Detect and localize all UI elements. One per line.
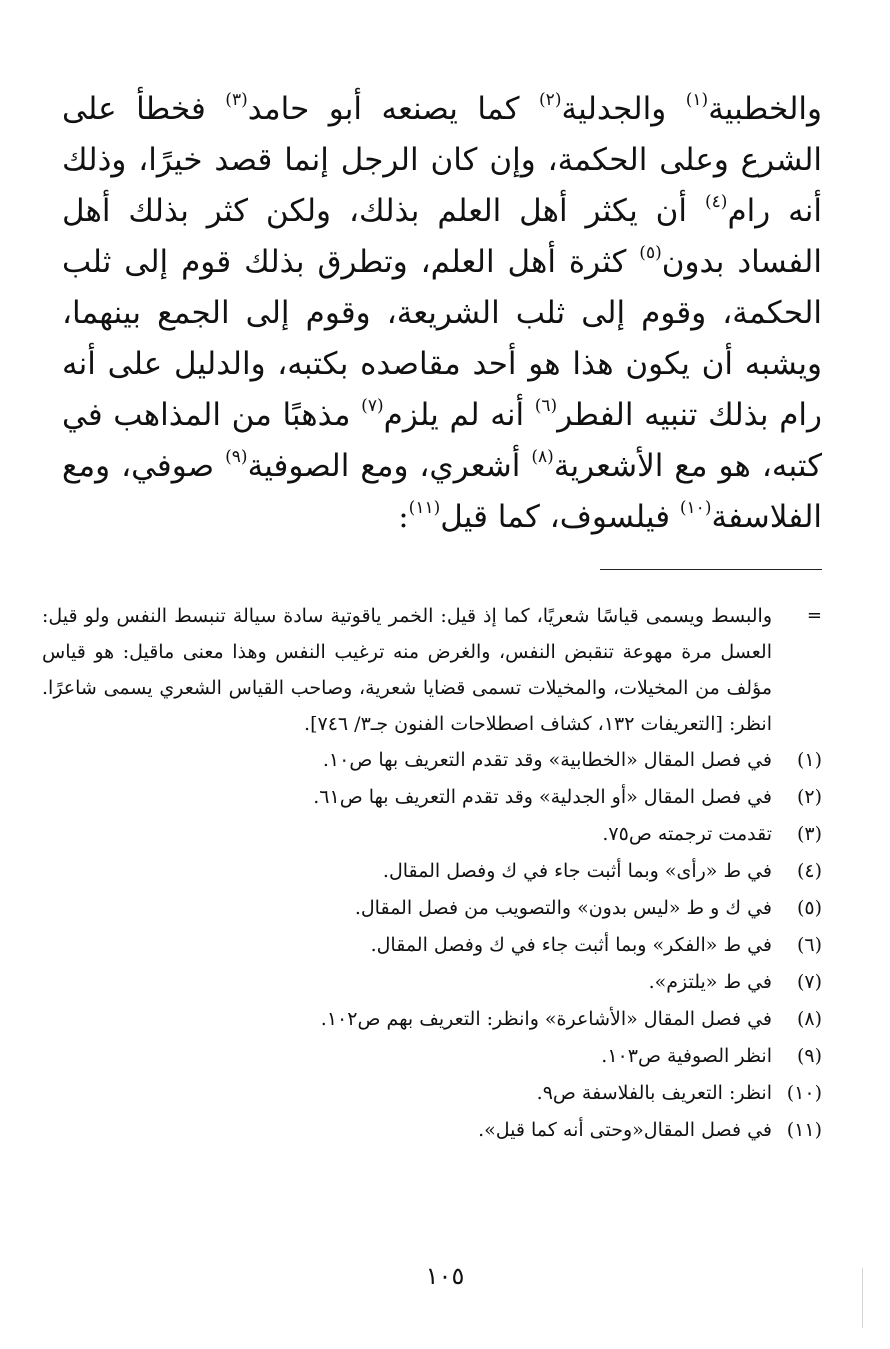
- footnote-number: (١): [796, 749, 822, 771]
- text-run: أن يكثر أهل العلم بذلك، ولكن كثر بذلك أهل الفساد بدون: [62, 193, 822, 280]
- footnote-number: (٣): [796, 823, 822, 845]
- footnote-text: في فصل المقال«وحتى أنه كما قيل».: [478, 1119, 772, 1141]
- footnote-number: (٩): [796, 1045, 822, 1067]
- text-run: صوفي، ومع الفلاسفة: [62, 448, 822, 535]
- footnote-text: انظر: التعريف بالفلاسفة ص٩.: [536, 1082, 772, 1104]
- footnote-item: [42, 890, 822, 927]
- footnote-item: [42, 1112, 822, 1149]
- footnote-text: في فصل المقال «أو الجدلية» وقد تقدم التعريف بها ص٦١.: [313, 786, 772, 808]
- text-run: أشعري، ومع الصوفية: [247, 448, 532, 484]
- footnote-item: [42, 816, 822, 853]
- text-run: :: [398, 499, 409, 535]
- text-run: فخطأ على الشرع وعلى الحكمة، وإن كان الرجل إنما قصد خيرًا، وذلك أنه رام: [62, 91, 822, 229]
- footnote-separator: [600, 569, 822, 570]
- scan-edge-line: [862, 1268, 863, 1328]
- continuation-marker: =: [806, 605, 822, 626]
- footnote-text: في ط «الفكر» وبما أثبت جاء في ك وفصل المقال.: [370, 934, 772, 956]
- text-run: مذهبًا من المذاهب في كتبه، هو مع الأشعرية: [62, 397, 822, 484]
- text-run: والخطبية: [708, 91, 822, 127]
- footnote-item: [42, 779, 822, 816]
- footnote-reference: (٢): [539, 90, 562, 111]
- footnote-reference: (٧): [361, 396, 384, 417]
- text-run: فيلسوف، كما قيل: [440, 499, 680, 535]
- footnote-number: (١١): [786, 1119, 822, 1141]
- footnote-text: في فصل المقال «الأشاعرة» وانظر: التعريف بهم ص١٠٢.: [320, 1008, 772, 1030]
- footnote-item: [42, 927, 822, 964]
- footnote-reference: (٩): [225, 447, 248, 468]
- footnote-text: في ط «يلتزم».: [648, 971, 772, 993]
- footnote-text: في فصل المقال «الخطابية» وقد تقدم التعريف بها ص١٠.: [322, 749, 772, 771]
- footnote-item: [42, 1001, 822, 1038]
- text-run: والجدلية: [561, 91, 686, 127]
- footnote-list: [42, 742, 822, 1149]
- footnote-reference: (١): [685, 90, 709, 111]
- text-run: كثرة أهل العلم، وتطرق بذلك قوم إلى ثلب الحكمة، وقوم إلى ثلب الشريعة، وقوم إلى الجمع بينهما، ويشبه أن يكون هذا هو أحد مقاصده بكتبه، والدليل على أنه رام بذلك تنبيه الفطر: [62, 244, 822, 433]
- footnote-text: في ك و ط «ليس بدون» والتصويب من فصل المقال.: [354, 897, 772, 919]
- footnote-item: [42, 1038, 822, 1075]
- footnote-number: (٢): [796, 786, 822, 808]
- page-number: ١٠٥: [425, 1262, 465, 1290]
- footnote-number: (٤): [796, 860, 822, 882]
- footnote-number: (١٠): [786, 1082, 822, 1104]
- footnote-reference: (٤): [704, 192, 728, 213]
- footnote-reference: (١١): [408, 498, 441, 519]
- footnote-text: انظر الصوفية ص١٠٣.: [601, 1045, 772, 1067]
- footnotes-section: [42, 598, 822, 1149]
- footnote-number: (٦): [796, 934, 822, 956]
- footnote-text: في ط «رأى» وبما أثبت جاء في ك وفصل المقال.: [382, 860, 772, 882]
- footnote-number: (٥): [796, 897, 822, 919]
- footnote-reference: (٨): [531, 447, 554, 468]
- text-run: أنه لم يلزم: [383, 397, 535, 433]
- footnote-text: تقدمت ترجمته ص٧٥.: [602, 823, 772, 845]
- footnote-number: (٧): [796, 971, 822, 993]
- footnote-item: [42, 964, 822, 1001]
- footnote-item: [42, 1075, 822, 1112]
- footnote-reference: (٣): [225, 90, 248, 111]
- footnote-item: [42, 853, 822, 890]
- footnote-number: (٨): [796, 1008, 822, 1030]
- footnote-reference: (٥): [639, 243, 662, 264]
- continuation-text: والبسط ويسمى قياسًا شعريًا، كما إذ قيل: الخمر ياقوتية سادة سيالة تنبسط النفس ولو قيل: العسل مرة مهوعة تنقبض النفس، والغرض منه ترغيب النفس وهذا معنى ماقيل: هو قياس مؤلف من المخيلات، والمخيلات تسمى قضايا شعرية، وصاحب القياس الشعري يسمى شاعرًا. انظر: [التعريفات ١٣٢، كشاف اصطلاحات الفنون جـ٣/ ٧٤٦].: [42, 605, 772, 735]
- footnote-reference: (٦): [534, 396, 558, 417]
- footnote-reference: (١٠): [679, 498, 712, 519]
- main-paragraph: [62, 84, 822, 543]
- text-run: كما يصنعه أبو حامد: [247, 91, 540, 127]
- footnote-item: [42, 742, 822, 779]
- footnote-continuation: [42, 598, 822, 742]
